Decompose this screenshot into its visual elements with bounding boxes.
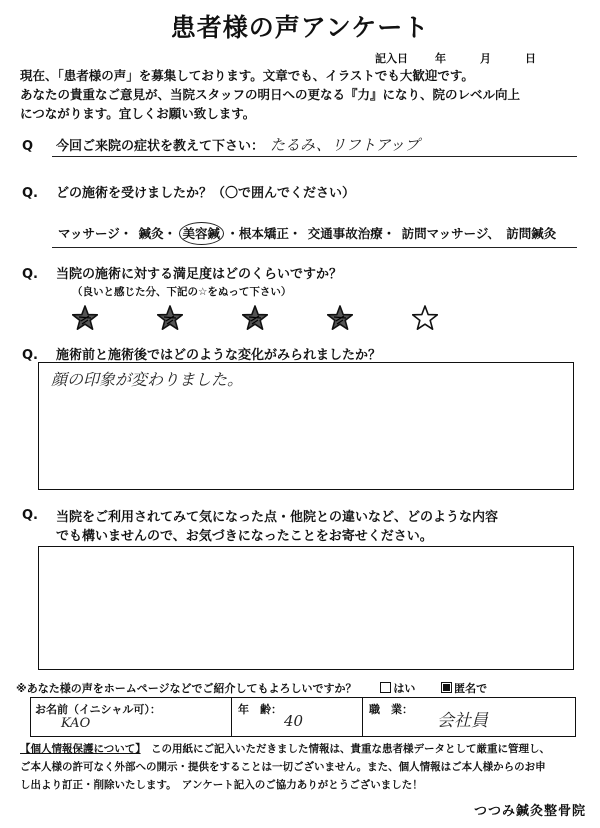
treatment-options-line <box>52 247 577 248</box>
option-root-correction[interactable]: ・根本矯正・ <box>226 226 302 241</box>
rating-star-1-icon[interactable] <box>72 305 98 331</box>
publish-consent <box>16 680 487 696</box>
respondent-info-table <box>30 697 576 737</box>
question-treatment <box>22 182 355 201</box>
publish-question: ※あなた様の声をホームページなどでご紹介してもよろしいですか？ <box>16 682 357 695</box>
intro-text <box>20 66 580 123</box>
question-text-line: でも構いませんので、お気づきになったことをお寄せください。 <box>56 529 433 544</box>
rating-star-4-icon[interactable] <box>327 305 353 331</box>
intro-line: につながります。宜しくお願い致します。 <box>20 106 256 121</box>
publish-anon-option[interactable] <box>441 682 487 695</box>
job-value: 会社員 <box>437 711 488 731</box>
change-answer-box[interactable] <box>38 362 574 490</box>
question-symptoms <box>22 134 419 155</box>
question-feedback <box>22 508 498 546</box>
rating-star-5-icon[interactable] <box>412 305 438 331</box>
question-change <box>22 344 381 363</box>
question-marker: Q. <box>22 267 38 282</box>
name-label: お名前（イニシャル可）： <box>35 703 161 716</box>
symptoms-answer[interactable]: たるみ、リフトアップ <box>270 136 420 154</box>
feedback-answer-box[interactable] <box>38 546 574 670</box>
question-satisfaction <box>22 263 342 282</box>
option-home-acupuncture[interactable]: 訪問鍼灸 <box>506 226 557 241</box>
publish-anon-checkbox[interactable] <box>441 682 452 693</box>
question-marker: Q <box>22 139 34 154</box>
privacy-text: この用紙にご記入いただきました情報は、貴重な患者様データとして厳重に管理し、 <box>140 743 551 755</box>
entry-date-day[interactable]: 日 <box>525 52 536 65</box>
entry-date-month[interactable]: 月 <box>480 52 491 65</box>
rating-star-3-icon[interactable] <box>242 305 268 331</box>
question-text-line: 当院をご利用されてみて気になった点・他院との違いなど、どのような内容 <box>56 510 499 525</box>
publish-anon-label: 匿名で <box>454 682 488 695</box>
privacy-text: ご本人様の許可なく外部への開示・提供をすることは一切ございません。また、個人情報はご本人様からのお申 <box>20 761 546 773</box>
publish-yes-option[interactable] <box>380 682 419 695</box>
age-label: 年 齢： <box>238 703 282 716</box>
job-label: 職 業： <box>369 703 413 716</box>
page-title: 患者様の声アンケート <box>170 13 430 42</box>
satisfaction-note: （良いと感じた分、下記の☆をぬって下さい） <box>72 286 292 298</box>
intro-line: 現在、「患者様の声」を募集しております。文章でも、イラストでも大歓迎です。 <box>20 68 474 83</box>
question-text: どの施術を受けましたか？（〇で囲んでください） <box>56 186 356 201</box>
entry-date-label: 記入日 <box>375 52 408 65</box>
option-massage[interactable]: マッサージ・ <box>58 226 133 241</box>
publish-yes-checkbox[interactable] <box>380 682 391 693</box>
job-cell[interactable] <box>363 698 575 736</box>
question-marker: Q. <box>22 186 38 201</box>
entry-date-year[interactable]: 年 <box>435 52 446 65</box>
privacy-text: し出より訂正・削除いたします。 アンケート記入のご協力ありがとうございました！ <box>20 779 423 791</box>
intro-line: あなたの貴重なご意見が、当院スタッフの明日への更なる『力』になり、院のレベル向上 <box>20 87 521 102</box>
satisfaction-stars <box>0 305 600 335</box>
option-beauty-acupuncture[interactable]: 美容鍼 <box>182 226 221 241</box>
name-value: KAO <box>61 716 91 731</box>
age-value: 40 <box>284 712 304 730</box>
option-home-massage[interactable]: 訪問マッサージ、 <box>401 226 500 241</box>
question-text: 施術前と施術後ではどのような変化がみられましたか？ <box>56 348 382 363</box>
privacy-notice <box>20 740 585 794</box>
age-cell[interactable] <box>232 698 363 736</box>
question-marker: Q. <box>22 348 38 363</box>
rating-star-2-icon[interactable] <box>157 305 183 331</box>
publish-yes-label: はい <box>393 682 416 695</box>
symptoms-answer-line <box>52 156 577 157</box>
privacy-heading: 【個人情報保護について】 <box>20 743 141 755</box>
question-marker: Q. <box>22 508 38 523</box>
entry-date-row <box>375 50 536 66</box>
question-text: 今回ご来院の症状を教えて下さい： <box>56 139 265 154</box>
question-text: 当院の施術に対する満足度はどのくらいですか？ <box>56 267 343 282</box>
change-answer-text: 顔の印象が変わりました。 <box>51 370 244 389</box>
clinic-name: つつみ鍼灸整骨院 <box>473 804 586 819</box>
option-accident-treatment[interactable]: 交通事故治療・ <box>307 226 396 241</box>
treatment-options <box>58 224 558 242</box>
name-cell[interactable] <box>31 698 232 736</box>
option-acupuncture[interactable]: 鍼灸・ <box>138 226 177 241</box>
